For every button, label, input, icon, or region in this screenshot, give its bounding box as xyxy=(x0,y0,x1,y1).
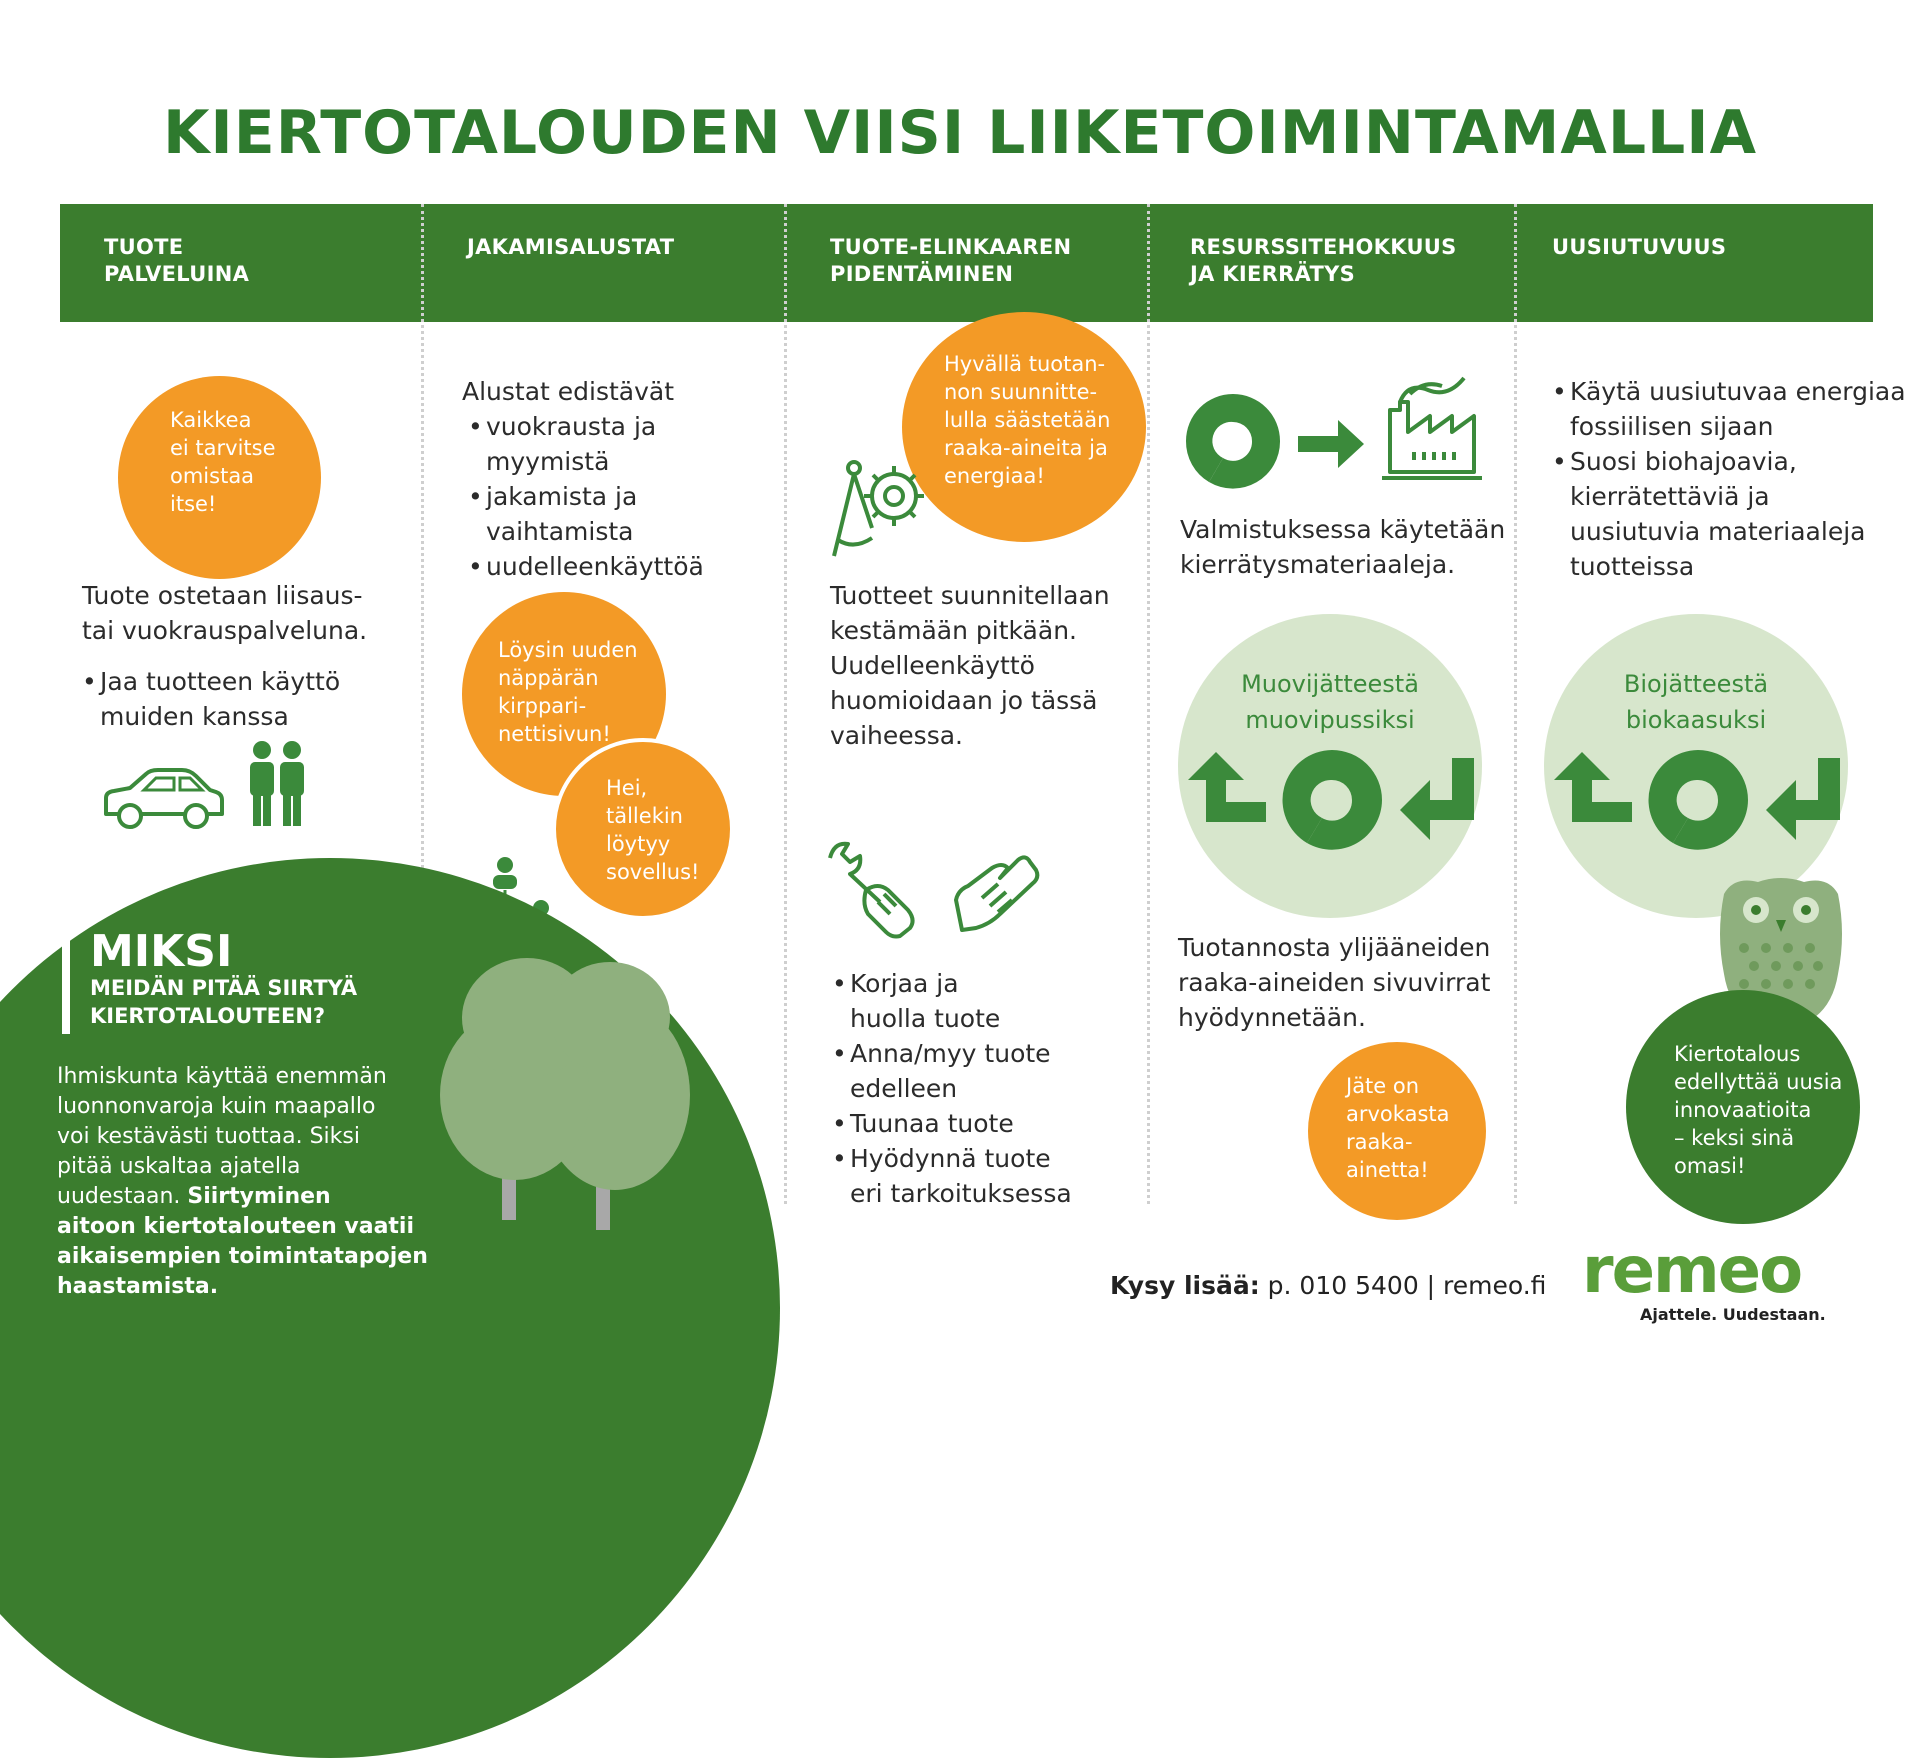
speech-bubble: Löysin uuden näppärän kirppari- nettisivun! xyxy=(462,592,666,796)
column-heading-uusiutuvuus: UUSIUTUVUUS xyxy=(1552,235,1727,259)
miksi-title: MIKSI xyxy=(90,926,233,977)
miksi-subtitle: MEIDÄN PITÄÄ SIIRTYÄ KIERTOTALOUTEEN? xyxy=(90,976,358,1028)
column-divider xyxy=(784,204,787,1204)
speech-bubble: Hei, tällekin löytyy sovellus! xyxy=(552,738,734,920)
bullet-list: • Korjaa ja huolla tuote • Anna/myy tuote edelleen • Tuunaa tuote • Hyödynnä tuote eri tarkoituksessa xyxy=(826,966,1072,1211)
compass-gear-icon xyxy=(824,458,944,563)
bullet-list: • Käytä uusiutuvaa energiaa fossiilisen sijaan • Suosi biohajoavia, kierrätettäviä ja uusiutuvia materiaaleja tuotteissa xyxy=(1546,374,1906,584)
column-intro: Alustat edistävät xyxy=(462,377,675,406)
people-icon xyxy=(246,740,308,828)
speech-bubble: Kaikkea ei tarvitse omistaa itse! xyxy=(118,376,321,579)
logo-tagline: Ajattele. Uudestaan. xyxy=(1640,1305,1826,1324)
wrench-hand-icon xyxy=(826,840,936,940)
bullet-list: • vuokrausta ja myymistä • jakamista ja vaihtamista • uudelleenkäyttöä xyxy=(462,409,704,584)
speech-bubble: Kiertotalous edellyttää uusia innovaatioita – keksi sinä omasi! xyxy=(1626,990,1860,1224)
column-text: Valmistuksessa käytetään kierrätysmateriaaleja. xyxy=(1180,515,1506,579)
page-title: KIERTOTALOUDEN VIISI LIIKETOIMINTAMALLIA xyxy=(162,98,1758,168)
column-heading-resurssitehokkuus: RESURSSITEHOKKUUS JA KIERRÄTYS xyxy=(1190,235,1457,286)
handshake-icon xyxy=(952,850,1044,940)
column-text: Tuotannosta ylijääneiden raaka-aineiden sivuvirrat hyödynnetään. xyxy=(1178,933,1491,1032)
circle-title: Biojätteestä biokaasuksi xyxy=(1623,670,1769,734)
column-heading-elinkaari: TUOTE-ELINKAAREN PIDENTÄMINEN xyxy=(830,235,1072,286)
column-divider xyxy=(1147,204,1150,1204)
factory-icon xyxy=(1378,372,1486,482)
remeo-logo: remeo xyxy=(1582,1234,1802,1308)
recycle-icon xyxy=(1178,392,1288,490)
column-divider xyxy=(1514,204,1517,1204)
car-icon xyxy=(100,764,226,830)
speech-bubble: Hyvällä tuotan- non suunnitte- lulla säästetään raaka-aineita ja energiaa! xyxy=(902,312,1146,542)
recycle-arrows-icon xyxy=(1186,744,1476,854)
column-heading-tuote-palveluina: TUOTE PALVELUINA xyxy=(104,235,250,286)
accent-bar xyxy=(62,936,70,1034)
recycle-arrows-icon xyxy=(1552,744,1842,854)
column-heading-jakamisalustat: JAKAMISALUSTAT xyxy=(467,235,675,259)
circle-title: Muovijätteestä muovipussiksi xyxy=(1241,670,1419,734)
speech-bubble: Jäte on arvokasta raaka- ainetta! xyxy=(1308,1042,1486,1220)
column-text: Tuotteet suunnitellaan kestämään pitkään. Uudelleenkäyttö huomioidaan jo tässä vaiheessa. xyxy=(830,581,1110,750)
column-text: Tuote ostetaan liisaus- tai vuokrauspalveluna. xyxy=(82,581,368,645)
bullet-list: • Jaa tuotteen käyttö muiden kanssa xyxy=(76,664,340,734)
tree xyxy=(550,962,670,1072)
arrow-right-icon xyxy=(1298,418,1366,470)
footer-contact: Kysy lisää: p. 010 5400 | remeo.fi xyxy=(1110,1271,1547,1300)
miksi-body: Ihmiskunta käyttää enemmän luonnonvaroja kuin maapallo voi kestävästi tuottaa. Siksi pitää uskaltaa ajatella uudestaan. Siirtyminen aitoon kiertotalouteen vaatii aikaisempien toimintatapojen haastamista. xyxy=(57,1064,428,1299)
